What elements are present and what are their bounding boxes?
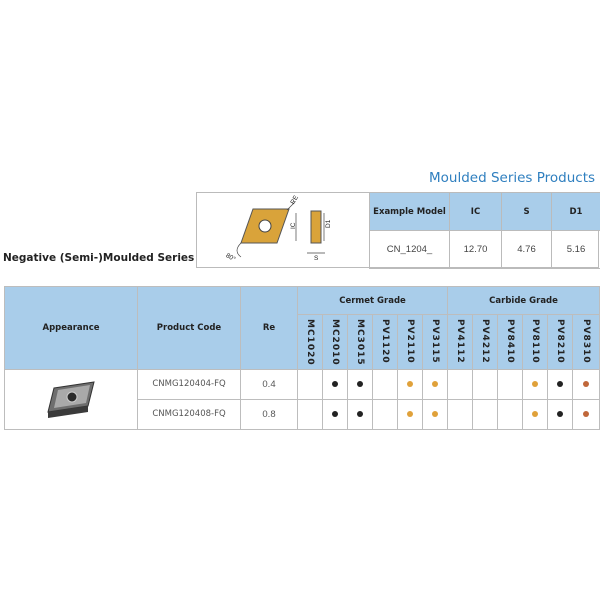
grade-mark-cell — [373, 399, 398, 429]
grade-label: MC1020 — [305, 319, 315, 366]
gold-dot-icon — [407, 411, 413, 417]
grade-label: PV3115 — [430, 319, 440, 364]
grade-header-mc2010 — [323, 315, 348, 370]
re-header: Re — [241, 287, 298, 370]
black-dot-icon — [557, 381, 563, 387]
grade-header-pv4112 — [448, 315, 473, 370]
grade-mark-cell — [298, 399, 323, 429]
product-code-cell: CNMG120404-FQ — [138, 369, 241, 399]
grade-label: PV4212 — [480, 319, 490, 364]
gold-dot-icon — [532, 381, 538, 387]
grade-mark-cell — [448, 369, 473, 399]
copper-dot-icon — [583, 381, 589, 387]
spec-value-ic: 12.70 — [450, 231, 502, 269]
grade-label: PV8310 — [581, 319, 592, 364]
grade-mark-cell — [523, 369, 548, 399]
grade-header-mc3015 — [348, 315, 373, 370]
grade-header-pv8110 — [523, 315, 548, 370]
gold-dot-icon — [432, 411, 438, 417]
spec-value-s: 4.76 — [502, 231, 552, 269]
grade-mark-cell — [423, 369, 448, 399]
grade-label: MC3015 — [355, 319, 365, 366]
copper-dot-icon — [583, 411, 589, 417]
series-title: Moulded Series Products — [429, 170, 596, 186]
insert-side-view — [311, 211, 321, 243]
black-dot-icon — [357, 381, 363, 387]
grade-header-pv2110 — [398, 315, 423, 370]
re-cell: 0.8 — [241, 399, 298, 429]
grade-header-pv1120 — [373, 315, 398, 370]
grade-mark-cell — [323, 399, 348, 429]
black-dot-icon — [557, 411, 563, 417]
grade-label: PV8110 — [530, 319, 540, 364]
appearance-header: Appearance — [5, 287, 138, 370]
angle-label: 80° — [224, 252, 237, 264]
spec-header-s: S — [502, 193, 552, 231]
grade-header-pv3115 — [423, 315, 448, 370]
re-cell: 0.4 — [241, 369, 298, 399]
grade-mark-cell — [573, 399, 600, 429]
grade-header-pv4212 — [473, 315, 498, 370]
table-row — [5, 369, 600, 399]
gold-dot-icon — [432, 381, 438, 387]
ic-label: IC — [290, 222, 297, 229]
grade-mark-cell — [398, 399, 423, 429]
grade-label: PV1120 — [380, 319, 390, 364]
grade-label: PV8210 — [555, 319, 565, 364]
grade-mark-cell — [473, 399, 498, 429]
grade-mark-cell — [398, 369, 423, 399]
black-dot-icon — [357, 411, 363, 417]
black-dot-icon — [332, 381, 338, 387]
spec-box — [196, 192, 599, 268]
grade-mark-cell — [473, 369, 498, 399]
grade-mark-cell — [348, 369, 373, 399]
grade-mark-cell — [298, 369, 323, 399]
grade-label: PV2110 — [405, 319, 415, 364]
spec-header-d1: D1 — [552, 193, 600, 231]
spec-value-model: CN_1204_ — [370, 231, 450, 269]
series-name: Negative (Semi-)Moulded Series — [3, 252, 195, 264]
grade-mark-cell — [448, 399, 473, 429]
grade-label: PV4112 — [455, 319, 465, 364]
insert-diagram — [197, 193, 369, 267]
grade-header-pv8410 — [498, 315, 523, 370]
grade-mark-cell — [323, 369, 348, 399]
grade-mark-cell — [373, 369, 398, 399]
grade-mark-cell — [548, 369, 573, 399]
grade-mark-cell — [348, 399, 373, 429]
grade-mark-cell — [423, 399, 448, 429]
grade-label: PV8410 — [505, 319, 515, 364]
insert-hole — [259, 220, 271, 232]
grade-table — [4, 286, 600, 430]
s-label: S — [314, 255, 319, 262]
re-label: RE — [289, 194, 300, 206]
gold-dot-icon — [407, 381, 413, 387]
grade-mark-cell — [498, 399, 523, 429]
black-dot-icon — [332, 411, 338, 417]
product-code-cell: CNMG120408-FQ — [138, 399, 241, 429]
d1-label: D1 — [325, 219, 332, 228]
spec-table — [369, 192, 600, 269]
spec-value-d1: 5.16 — [552, 231, 600, 269]
grade-label: MC2010 — [330, 319, 340, 366]
grade-mark-cell — [498, 369, 523, 399]
product-code-header: Product Code — [138, 287, 241, 370]
grade-mark-cell — [523, 399, 548, 429]
spec-header-ic: IC — [450, 193, 502, 231]
spec-header-model: Example Model — [370, 193, 450, 231]
grade-mark-cell — [573, 369, 600, 399]
insert-photo — [36, 376, 106, 420]
insert-photo-cell — [5, 369, 138, 429]
carbide-grade-header: Carbide Grade — [448, 287, 600, 315]
grade-header-pv8310 — [573, 315, 600, 370]
grade-mark-cell — [548, 399, 573, 429]
cermet-grade-header: Cermet Grade — [298, 287, 448, 315]
grade-header-pv8210 — [548, 315, 573, 370]
grade-header-mc1020 — [298, 315, 323, 370]
gold-dot-icon — [532, 411, 538, 417]
